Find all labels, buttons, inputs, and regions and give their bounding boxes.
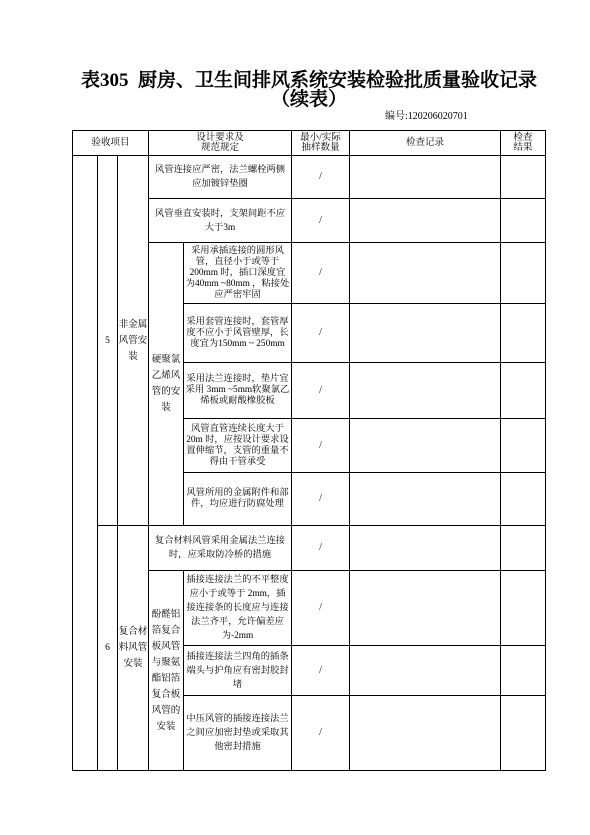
inspection-record-cell <box>350 473 500 525</box>
item-name: 非金属风管安装 <box>118 156 148 525</box>
requirement-cell: 风管所用的金属附件和部件，均应进行防腐处理 <box>184 473 291 525</box>
requirement-cell: 插接连接法兰的不平整度应小于或等于 2mm，插接连接条的长度应与连接法兰齐平，允许偏差应为-2mm <box>184 571 291 645</box>
inspection-record-cell <box>350 304 500 362</box>
inspection-result-cell <box>501 199 545 242</box>
inspection-result-cell <box>501 156 545 198</box>
form-number: 编号:120206020701 <box>385 111 468 122</box>
header-inspection-record: 检查记录 <box>350 131 500 155</box>
sample-count-cell: / <box>292 156 349 198</box>
requirement-cell: 插接连接法兰四角的插条端头与护角应有密封胶封堵 <box>184 646 291 695</box>
sample-count-cell: / <box>292 696 349 770</box>
form-title: 表305 厨房、卫生间排风系统安装检验批质量验收记录 <box>80 70 538 91</box>
inspection-record-cell <box>350 243 500 303</box>
inspection-result-cell <box>501 473 545 525</box>
sample-count-cell: / <box>292 473 349 525</box>
inspection-record-cell <box>350 646 500 695</box>
item-number: 5 <box>98 156 117 525</box>
inspection-result-cell <box>501 243 545 303</box>
item-number: 6 <box>98 526 117 770</box>
header-inspection-result: 检查 结果 <box>501 131 545 155</box>
inspection-result-cell <box>501 526 545 570</box>
header-inspection-item: 验收项目 <box>73 131 148 155</box>
requirement-cell: 中压风管的插接连接法兰之间应加密封垫或采取其他密封措施 <box>184 696 291 770</box>
item-group-blank-cell <box>73 156 97 770</box>
inspection-record-cell <box>350 156 500 198</box>
inspection-result-cell <box>501 696 545 770</box>
requirement-cell: 风管连接应严密，法兰螺栓两侧应加镀锌垫圈 <box>149 156 291 198</box>
form-subtitle: （续表） <box>270 89 348 110</box>
inspection-record-cell <box>350 363 500 418</box>
requirement-cell: 采用套管连接时，套管厚度不应小于风管壁厚，长度宜为150mm ~ 250mm <box>184 304 291 362</box>
header-sample-count: 最小/实际 抽样数量 <box>292 131 349 155</box>
requirement-cell: 采用法兰连接时，垫片宜采用 3mm ~5mm软聚氯乙烯板或耐酸橡胶板 <box>184 363 291 418</box>
inspection-result-cell <box>501 363 545 418</box>
requirement-cell: 采用承插连接的圆形风管，直径小于或等于200mm 时，插口深度宜为40mm ~80mm ，粘接处应严密牢固 <box>184 243 291 303</box>
requirement-cell: 风管垂直安装时，支架间距不应大于3m <box>149 199 291 242</box>
requirement-cell: 风管直管连续长度大于20m 时，应按设计要求设置伸缩节，支管的重量不得由干管承受 <box>184 419 291 472</box>
inspection-record-cell <box>350 696 500 770</box>
inspection-record-cell <box>350 419 500 472</box>
sample-count-cell: / <box>292 199 349 242</box>
inspection-record-cell <box>350 199 500 242</box>
inspection-record-cell <box>350 571 500 645</box>
inspection-result-cell <box>501 571 545 645</box>
inspection-record-cell <box>350 526 500 570</box>
requirement-cell: 复合材料风管采用金属法兰连接时，应采取防冷桥的措施 <box>149 526 291 570</box>
sample-count-cell: / <box>292 646 349 695</box>
sample-count-cell: / <box>292 243 349 303</box>
sample-count-cell: / <box>292 526 349 570</box>
sample-count-cell: / <box>292 571 349 645</box>
subgroup-name: 酚醛铝箔复合板风管与聚氨酯铝箔复合板风管的安装 <box>149 571 183 770</box>
inspection-result-cell <box>501 304 545 362</box>
subgroup-name: 硬聚氯乙烯风管的安装 <box>149 243 183 525</box>
sample-count-cell: / <box>292 419 349 472</box>
acceptance-table <box>72 130 546 771</box>
sample-count-cell: / <box>292 304 349 362</box>
inspection-result-cell <box>501 646 545 695</box>
inspection-result-cell <box>501 419 545 472</box>
header-design-requirement: 设计要求及 规范规定 <box>149 131 291 155</box>
item-name: 复合材料风管安装 <box>118 526 148 770</box>
sample-count-cell: / <box>292 363 349 418</box>
